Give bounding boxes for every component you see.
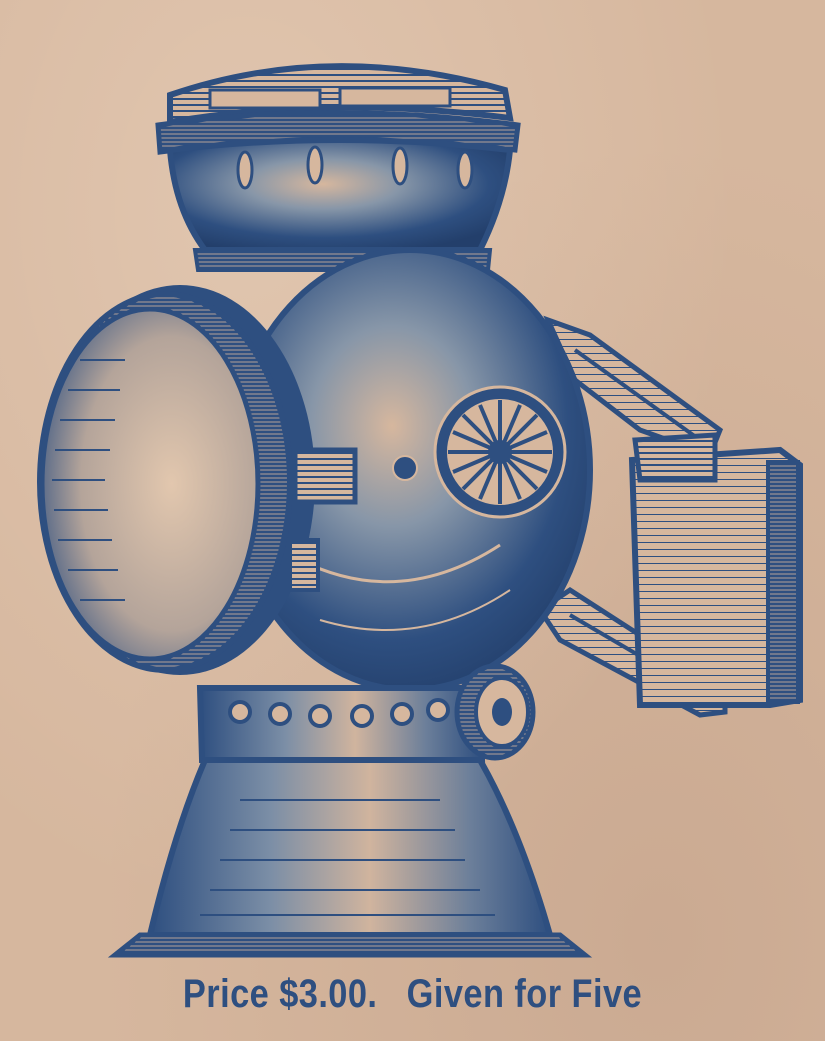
lamp-base — [115, 760, 585, 955]
price-caption — [58, 972, 768, 1017]
lamp-collar — [200, 688, 482, 760]
lamp-chimney — [170, 140, 510, 270]
water-valve-knob — [457, 666, 533, 758]
rosette-side-lens — [435, 387, 565, 517]
mounting-clamp — [632, 435, 800, 705]
given-for-text: Given for Five — [406, 972, 643, 1016]
price-text: Price $3.00. — [182, 972, 378, 1016]
